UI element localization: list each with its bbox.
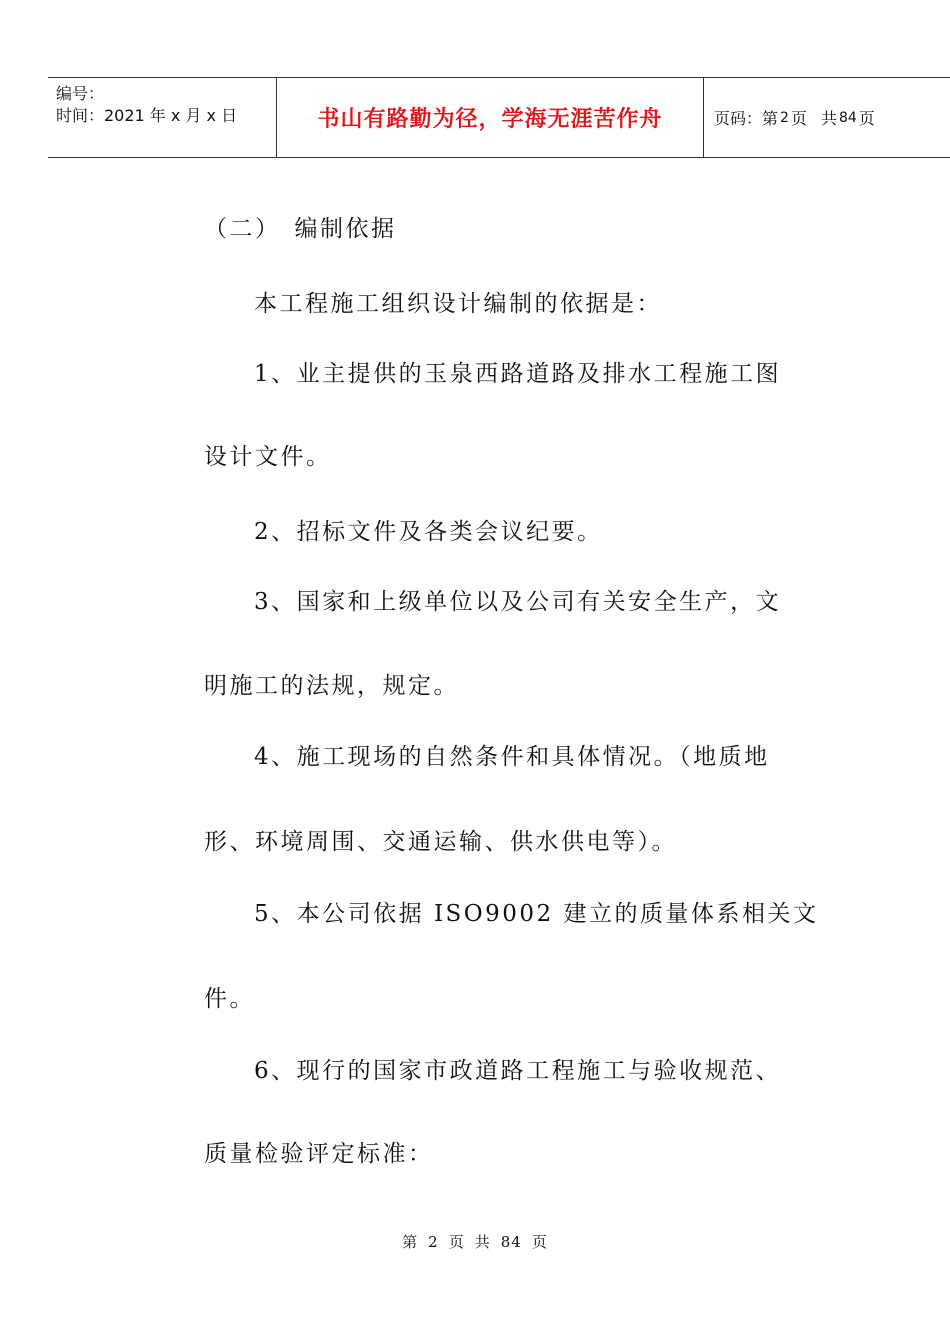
document-time-label: 时间：2021 年 x 月 x 日 <box>56 106 238 125</box>
body-line: 件。 <box>204 986 255 1012</box>
header-meta <box>48 78 277 157</box>
header-page-mid: 页 <box>790 109 807 128</box>
body-line: 明施工的法规，规定。 <box>204 673 459 699</box>
header-page-info <box>704 78 950 157</box>
header-page-total-suffix: 页 <box>858 109 875 128</box>
body-line: 质量检验评定标准： <box>204 1141 434 1167</box>
body-line: 3、国家和上级单位以及公司有关安全生产，文 <box>254 589 782 615</box>
header-page-prefix: 页码：第 <box>714 109 779 128</box>
body-line: 4、施工现场的自然条件和具体情况。（地质地 <box>254 744 770 770</box>
section-heading: （二） 编制依据 <box>204 216 397 242</box>
body-line: 6、现行的国家市政道路工程施工与验收规范、 <box>254 1058 782 1084</box>
header-page-total: 84 <box>838 109 857 126</box>
body-line: 设计文件。 <box>204 444 332 470</box>
header-motto: 书山有路勤为径，学海无涯苦作舟 <box>317 107 663 132</box>
header-page-current: 2 <box>780 109 789 126</box>
body-line: 本工程施工组织设计编制的依据是： <box>254 291 662 317</box>
header-page-total-prefix: 共 <box>820 109 837 128</box>
page-header <box>48 77 950 158</box>
footer-total-prefix: 共 <box>474 1233 491 1251</box>
body-line: 形、环境周围、交通运输、供水供电等）。 <box>204 829 677 855</box>
header-motto-cell <box>277 78 704 157</box>
footer-prefix: 第 <box>402 1233 419 1251</box>
footer-mid: 页 <box>448 1233 465 1251</box>
page-footer <box>0 1231 950 1252</box>
footer-suffix: 页 <box>531 1233 548 1251</box>
body-line: 1、业主提供的玉泉西路道路及排水工程施工图 <box>254 361 782 387</box>
footer-current: 2 <box>428 1233 439 1251</box>
body-line: 2、招标文件及各类会议纪要。 <box>254 519 603 545</box>
document-number-label: 编号： <box>56 84 105 103</box>
body-line: 5、本公司依据 ISO9002 建立的质量体系相关文 <box>254 901 819 927</box>
footer-total: 84 <box>500 1233 522 1251</box>
